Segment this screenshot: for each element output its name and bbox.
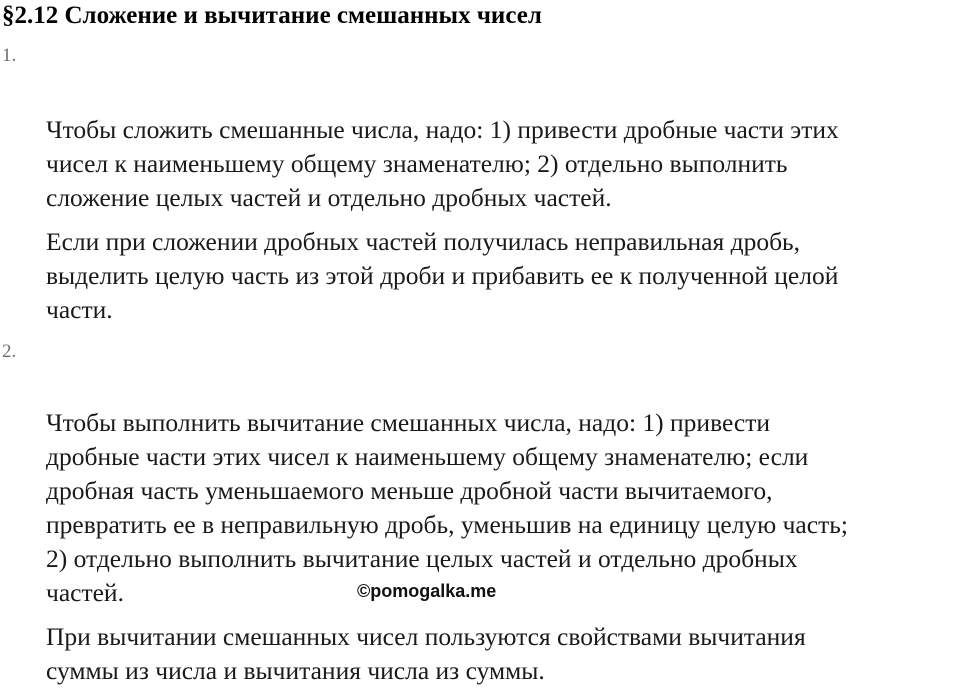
text-line: превратить ее в неправильную дробь, уменьшив на единицу целую часть; — [46, 510, 848, 539]
text-line: 2) отдельно выполнить вычитание целых частей и отдельно дробных — [46, 544, 798, 573]
page-title: §2.12 Сложение и вычитание смешанных чисел — [2, 2, 542, 29]
watermark: ©pomogalka.me — [357, 581, 497, 601]
text-line: Если при сложении дробных частей получилась неправильная дробь, — [46, 227, 801, 256]
section-number-1: 1. — [2, 45, 17, 66]
paragraph-subtraction-rule — [46, 406, 960, 610]
text-line: суммы из числа и вычитания числа из суммы. — [46, 656, 545, 685]
paragraph-subtraction-properties — [46, 620, 960, 688]
section-number-2: 2. — [2, 341, 17, 362]
text-line: чисел к наименьшему общему знаменателю; 2) отдельно выполнить — [46, 149, 788, 178]
text-line: Чтобы сложить смешанные числа, надо: 1) привести дробные части этих — [46, 115, 839, 144]
text-line: При вычитании смешанных чисел пользуются свойствами вычитания — [46, 622, 806, 651]
paragraph-improper-fraction-note — [46, 225, 960, 327]
text-line: дробные части этих чисел к наименьшему общему знаменателю; если — [46, 442, 809, 471]
paragraph-addition-rule — [46, 113, 960, 215]
text-line: выделить целую часть из этой дроби и прибавить ее к полученной целой — [46, 261, 839, 290]
text-line: части. — [46, 295, 113, 324]
text-line: частей. — [46, 578, 124, 607]
text-line: дробная часть уменьшаемого меньше дробной части вычитаемого, — [46, 476, 773, 505]
text-line: Чтобы выполнить вычитание смешанных числа, надо: 1) привести — [46, 408, 771, 437]
text-line: сложение целых частей и отдельно дробных частей. — [46, 183, 612, 212]
